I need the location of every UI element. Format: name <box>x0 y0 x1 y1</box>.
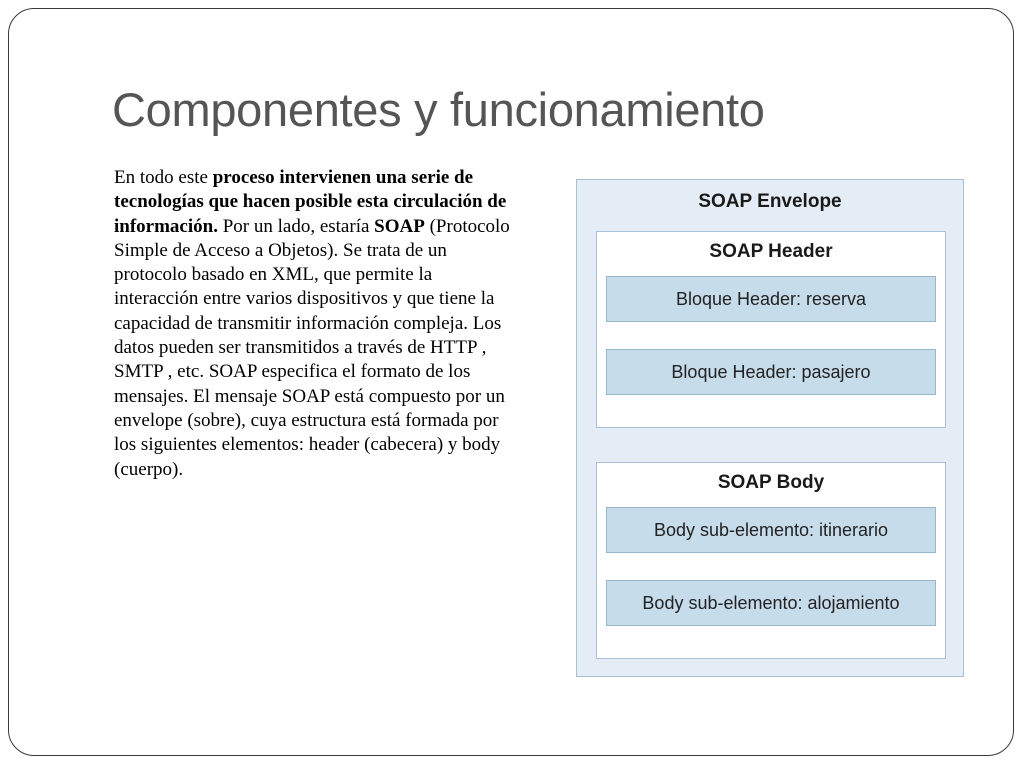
body-block-alojamiento: Body sub-elemento: alojamiento <box>606 580 936 626</box>
soap-header-box <box>596 231 946 428</box>
body-paragraph <box>114 166 514 482</box>
header-block-reserva: Bloque Header: reserva <box>606 276 936 322</box>
body-text-intro: En todo este <box>114 167 213 188</box>
soap-body-label: SOAP Body <box>717 472 825 493</box>
soap-diagram <box>576 179 964 677</box>
body-text-emphasis-soap: SOAP <box>374 215 425 237</box>
body-text-description: (Protocolo Simple de Acceso a Objetos). Se trata de un protocolo basado en XML, que permite la interacción entre varios dispositivos y que tiene la capacidad de transmitir información compleja. Los datos pueden ser transmitidos a través de HTTP , SMTP , etc. SOAP especifica el formato de los mensajes. El mensaje SOAP está compuesto por un envelope (sobre), cuya estructura está formada por los siguientes elementos: header (cabecera) y body (cuerpo). <box>114 215 510 480</box>
soap-envelope-label: SOAP Envelope <box>698 191 842 212</box>
slide-title: Componentes y funcionamiento <box>112 83 765 136</box>
body-text-soap-intro: Por un lado, estaría <box>217 215 375 237</box>
soap-body-box <box>596 462 946 659</box>
body-block-itinerario: Body sub-elemento: itinerario <box>606 507 936 553</box>
header-block-pasajero: Bloque Header: pasajero <box>606 349 936 395</box>
body-text-emphasis-technologies: proceso intervienen una serie de tecnologías que hacen posible esta circulación de información. <box>114 167 507 237</box>
soap-header-label: SOAP Header <box>709 241 833 262</box>
soap-envelope-box <box>576 179 964 677</box>
